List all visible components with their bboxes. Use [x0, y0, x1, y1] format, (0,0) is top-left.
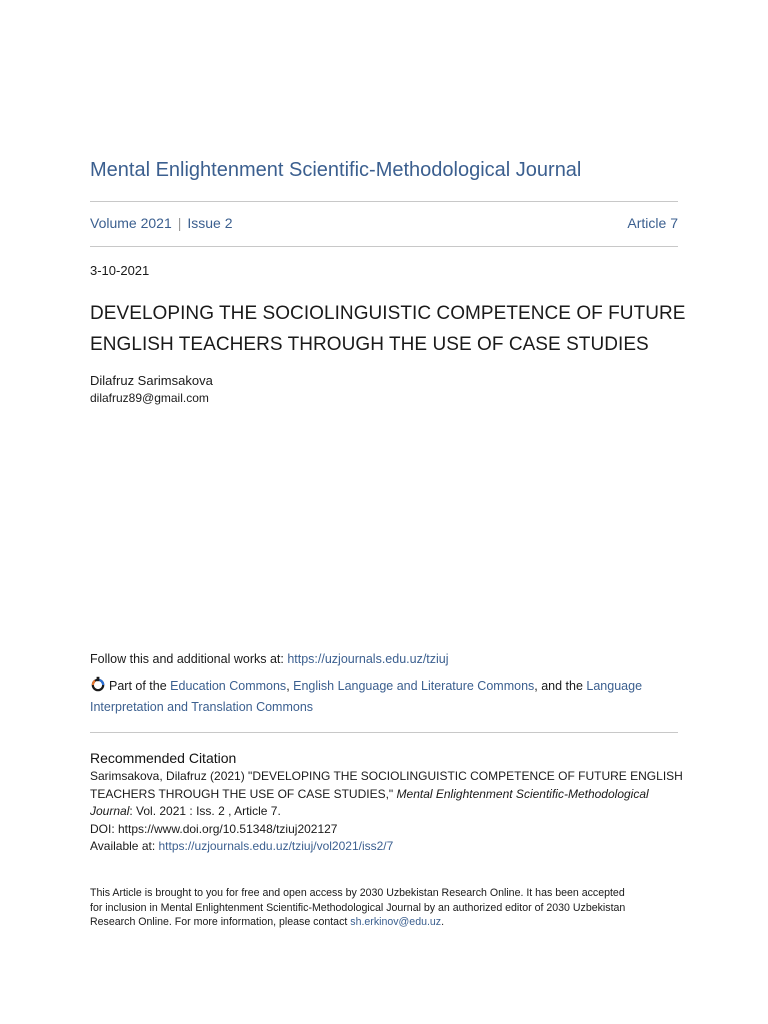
language-interpretation-commons-link-part1[interactable]: Language [586, 679, 643, 693]
article-url-link[interactable]: https://uzjournals.edu.uz/tziuj/vol2021/iss2/7 [158, 839, 394, 853]
citation-doi: DOI: https://www.doi.org/10.51348/tziuj202127 [90, 821, 338, 836]
comma-separator: , [286, 679, 294, 693]
footer-line-3 [90, 915, 680, 930]
and-the-separator: , and the [534, 679, 587, 693]
volume-link[interactable]: Volume 2021 [90, 215, 172, 231]
divider-bottom [90, 732, 678, 733]
recommended-citation-heading: Recommended Citation [90, 750, 237, 766]
issue-navigation [90, 214, 678, 234]
journal-title-link[interactable]: Mental Enlightenment Scientific-Methodological Journal [90, 159, 582, 181]
article-title-line-2: ENGLISH TEACHERS THROUGH THE USE OF CASE STUDIES [90, 334, 649, 355]
citation-line-2 [90, 786, 680, 804]
part-of-commons [90, 676, 670, 718]
article-title [90, 298, 690, 360]
footer-line-2: for inclusion in Mental Enlightenment Scientific-Methodological Journal by an authorized editor of 2030 Uzbekistan [90, 901, 626, 914]
divider-top [90, 201, 678, 202]
citation-journal-part2: Journal [90, 804, 130, 818]
publication-date: 3-10-2021 [90, 263, 150, 278]
article-link[interactable]: Article 7 [627, 215, 678, 231]
footer-notice [90, 886, 680, 930]
footer-line-3-suffix: . [441, 916, 445, 928]
education-commons-link[interactable]: Education Commons [170, 679, 287, 693]
follow-prefix: Follow this and additional works at: [90, 652, 288, 666]
pipe-separator: | [177, 215, 182, 231]
citation-available [90, 838, 680, 856]
citation-block [90, 768, 683, 856]
english-literature-commons-link[interactable]: English Language and Literature Commons [293, 679, 535, 693]
article-title-line-1: DEVELOPING THE SOCIOLINGUISTIC COMPETENCE OF FUTURE [90, 303, 686, 324]
follow-works [90, 651, 449, 667]
author-name: Dilafruz Sarimsakova [90, 373, 213, 388]
language-interpretation-commons-link-part2[interactable]: Interpretation and Translation Commons [90, 700, 314, 714]
citation-line-1: Sarimsakova, Dilafruz (2021) "DEVELOPING THE SOCIOLINGUISTIC COMPETENCE OF FUTURE ENGLISH [90, 769, 683, 783]
citation-title-end: TEACHERS THROUGH THE USE OF CASE STUDIES," [90, 786, 397, 801]
citation-volume-info: : Vol. 2021 : Iss. 2 , Article 7. [129, 804, 281, 818]
citation-journal-part1: Mental Enlightenment Scientific-Methodological [396, 786, 649, 801]
available-prefix: Available at: [90, 839, 159, 853]
divider-middle [90, 246, 678, 247]
open-access-icon [90, 676, 106, 692]
part-of-prefix: Part of the [109, 679, 171, 693]
footer-line-3-prefix: Research Online. For more information, please contact [90, 916, 351, 928]
repository-link[interactable]: https://uzjournals.edu.uz/tziuj [287, 652, 449, 666]
contact-email-link[interactable]: sh.erkinov@edu.uz [350, 916, 442, 928]
footer-line-1: This Article is brought to you for free and open access by 2030 Uzbekistan Research Online. It has been accepted [90, 887, 625, 899]
citation-line-3 [90, 803, 680, 821]
issue-link[interactable]: Issue 2 [187, 215, 233, 231]
author-email: dilafruz89@gmail.com [90, 391, 209, 405]
